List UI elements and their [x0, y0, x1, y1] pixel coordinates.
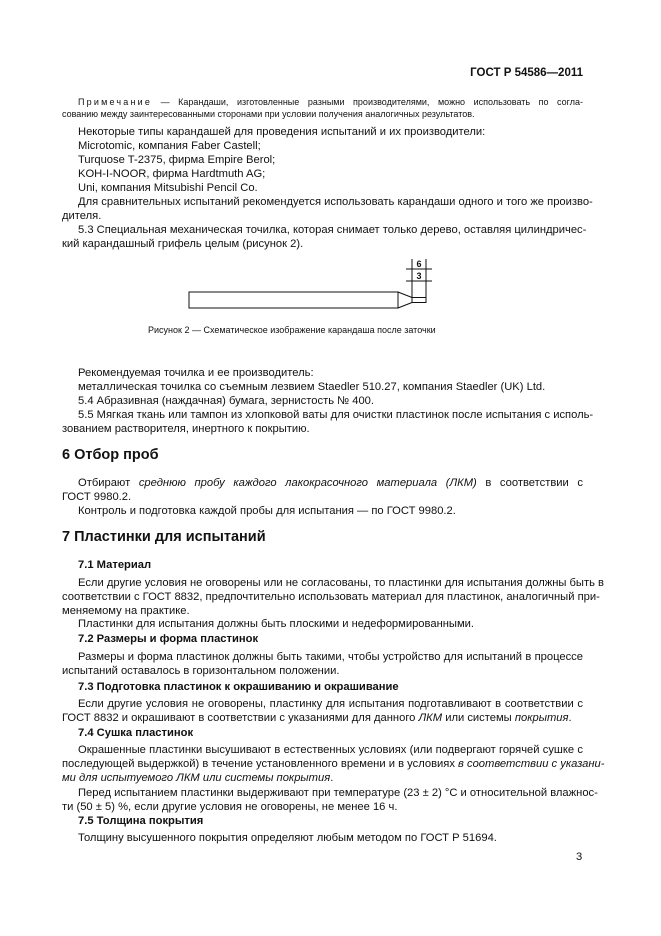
sharpener-item: металлическая точилка со съемным лезвием Staedler 510.27, компания Staedler (UK) Ltd. — [78, 381, 546, 393]
pencil-item: Turquose T-2375, фирма Empire Berol; — [78, 154, 276, 166]
pencil-body — [189, 292, 398, 308]
note-line-2: сованию между заинтересованными сторонами при условии получения аналогичных результатов. — [62, 109, 475, 119]
subsection-7-1-p2: Пластинки для испытания должны быть плоскими и недеформированными. — [78, 618, 475, 630]
subsection-7-1-line: соответствии с ГОСТ 8832, предпочтительно использовать материал для пластинок, аналогичный при- — [62, 591, 600, 603]
subsection-7-1-heading: 7.1 Материал — [78, 559, 152, 571]
dimension-label: 3 — [416, 271, 422, 281]
pencil-item: KOH-I-NOOR, фирма Hardtmuth AG; — [78, 168, 266, 180]
section-6-p1-line-1: Отбирают среднюю пробу каждого лакокрасочного материала (ЛКМ) в соответствии с — [78, 477, 583, 489]
section-6-p2: Контроль и подготовка каждой пробы для испытания — по ГОСТ 9980.2. — [78, 505, 456, 517]
clause-5-3-line-1: 5.3 Специальная механическая точилка, которая снимает только дерево, оставляя цилиндричес- — [78, 224, 587, 236]
compare-line-2: дителя. — [62, 210, 102, 222]
subsection-7-4-heading: 7.4 Сушка пластинок — [78, 727, 194, 739]
dimension-label: 6 — [416, 259, 422, 269]
subsection-7-3-heading: 7.3 Подготовка пластинок к окрашиванию и окрашивание — [78, 681, 399, 693]
pencil-lead — [412, 298, 426, 303]
clause-5-5-line-2: зованием растворителя, инертного к покрытию. — [62, 423, 310, 435]
standard-id: ГОСТ Р 54586—2011 — [470, 67, 583, 79]
pencil-cone — [398, 292, 412, 308]
subsection-7-2-line: испытаний оставалось в горизонтальном положении. — [62, 665, 340, 677]
subsection-7-2-line: Размеры и форма пластинок должны быть такими, чтобы устройство для испытаний в процессе — [78, 651, 583, 663]
pencils-intro: Некоторые типы карандашей для проведения испытаний и их производители: — [78, 126, 486, 138]
pencil-item: Microtomic, компания Faber Castell; — [78, 140, 261, 152]
note-line-1: Примечание — Карандаши, изготовленные разными производителями, можно использовать по согла- — [78, 97, 583, 107]
pencil-item: Uni, компания Mitsubishi Pencil Co. — [78, 182, 258, 194]
clause-5-3-line-2: кий карандашный грифель целым (рисунок 2). — [62, 238, 304, 250]
subsection-7-4-p2-line-1: Перед испытанием пластинки выдерживают при температуре (23 ± 2) °C и относительной влажнос- — [78, 787, 598, 799]
subsection-7-3-line-2: ГОСТ 8832 и окрашивают в соответствии с указаниями для данного ЛКМ или системы покрытия. — [62, 712, 572, 724]
subsection-7-1-line: Если другие условия не оговорены или не согласованы, то пластинки для испытания должны быть в — [78, 577, 604, 589]
subsection-7-4-p2-line-2: ти (50 ± 5) %, если другие условия не оговорены, не менее 16 ч. — [62, 801, 398, 813]
subsection-7-3-line-1: Если другие условия не оговорены, пластинку для испытания подготавливают в соответствии с — [78, 698, 583, 710]
subsection-7-4-line-2: последующей выдержкой) в течение установленного времени и в условиях в соответствии с указани- — [62, 758, 605, 770]
subsection-7-4-line-1: Окрашенные пластинки высушивают в естественных условиях (или подвергают горячей сушке с — [78, 744, 583, 756]
subsection-7-2-heading: 7.2 Размеры и форма пластинок — [78, 633, 259, 645]
section-7-heading: 7 Пластинки для испытаний — [62, 529, 266, 545]
figure-caption: Рисунок 2 — Схематическое изображение карандаша после заточки — [148, 325, 436, 335]
subsection-7-1-line: меняемому на практике. — [62, 605, 190, 617]
subsection-7-4-line-3: ми для испытуемого ЛКМ или системы покрытия. — [62, 772, 334, 784]
sharpener-intro: Рекомендуемая точилка и ее производитель: — [78, 367, 314, 379]
subsection-7-5-heading: 7.5 Толщина покрытия — [78, 815, 204, 827]
section-6-heading: 6 Отбор проб — [62, 447, 159, 463]
clause-5-4: 5.4 Абразивная (наждачная) бумага, зернистость № 400. — [78, 395, 375, 407]
note-label: Примечание — [78, 97, 153, 107]
clause-5-5-line-1: 5.5 Мягкая ткань или тампон из хлопковой ваты для очистки пластинок после испытания с исполь- — [78, 409, 594, 421]
page-number: 3 — [576, 851, 583, 863]
compare-line-1: Для сравнительных испытаний рекомендуется использовать карандаши одного и того же произво- — [78, 196, 593, 208]
section-6-p1-line-2: ГОСТ 9980.2. — [62, 491, 132, 503]
subsection-7-5-line-1: Толщину высушенного покрытия определяют любым методом по ГОСТ Р 51694. — [78, 832, 497, 844]
pencil-figure — [180, 252, 440, 314]
